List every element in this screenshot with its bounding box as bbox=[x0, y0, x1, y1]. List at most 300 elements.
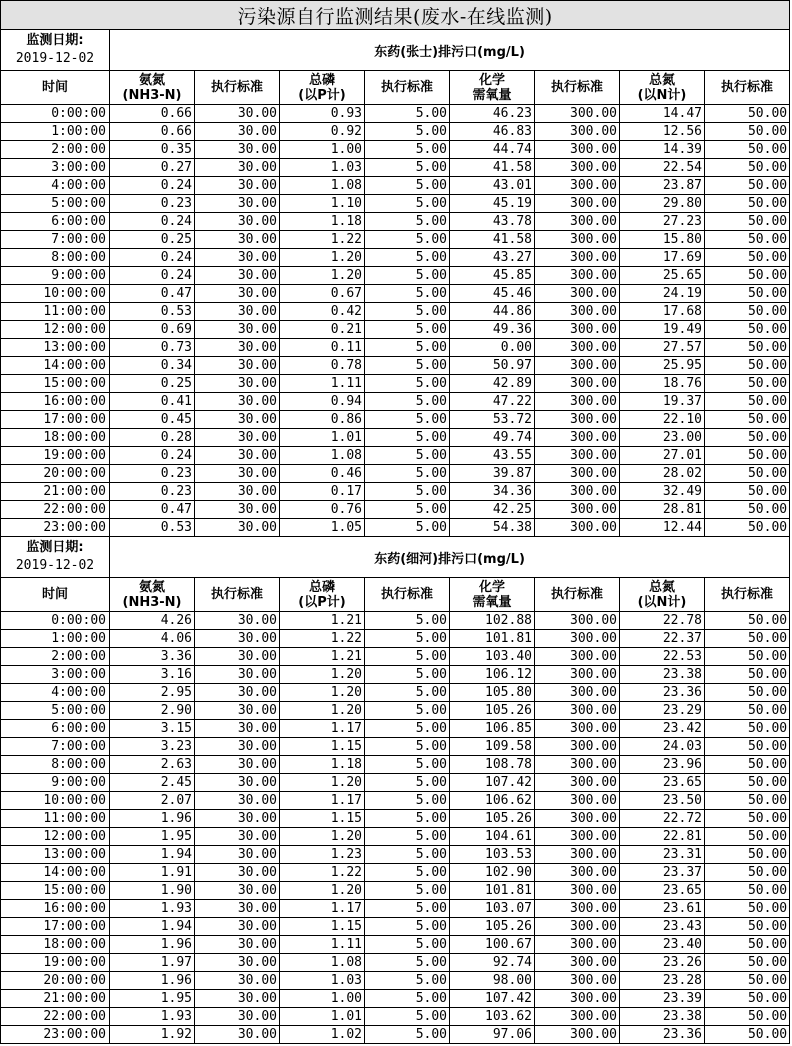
value-cell: 1.15 bbox=[280, 810, 365, 828]
value-cell: 300.00 bbox=[535, 684, 620, 702]
time-cell: 13:00:00 bbox=[1, 846, 110, 864]
value-cell: 0.28 bbox=[110, 429, 195, 447]
value-cell: 5.00 bbox=[365, 1008, 450, 1026]
value-cell: 30.00 bbox=[195, 267, 280, 285]
value-cell: 102.90 bbox=[450, 864, 535, 882]
value-cell: 50.00 bbox=[705, 630, 790, 648]
value-cell: 0.21 bbox=[280, 321, 365, 339]
value-cell: 0.47 bbox=[110, 501, 195, 519]
value-cell: 30.00 bbox=[195, 882, 280, 900]
date-value: 2019-12-02 bbox=[15, 51, 95, 66]
monitoring-date bbox=[1, 30, 110, 71]
value-cell: 300.00 bbox=[535, 648, 620, 666]
column-header-line2: 需氧量 bbox=[472, 87, 512, 103]
value-cell: 1.22 bbox=[280, 630, 365, 648]
time-cell: 6:00:00 bbox=[1, 213, 110, 231]
value-cell: 41.58 bbox=[450, 159, 535, 177]
value-cell: 23.26 bbox=[620, 954, 705, 972]
value-cell: 5.00 bbox=[365, 159, 450, 177]
value-cell: 30.00 bbox=[195, 990, 280, 1008]
table-row bbox=[1, 375, 790, 393]
value-cell: 5.00 bbox=[365, 195, 450, 213]
value-cell: 50.00 bbox=[705, 972, 790, 990]
table-row bbox=[1, 123, 790, 141]
column-header bbox=[620, 71, 705, 105]
table-row bbox=[1, 702, 790, 720]
value-cell: 30.00 bbox=[195, 738, 280, 756]
value-cell: 300.00 bbox=[535, 954, 620, 972]
time-cell: 13:00:00 bbox=[1, 339, 110, 357]
table-row bbox=[1, 972, 790, 990]
value-cell: 1.21 bbox=[280, 648, 365, 666]
value-cell: 5.00 bbox=[365, 447, 450, 465]
value-cell: 5.00 bbox=[365, 123, 450, 141]
value-cell: 5.00 bbox=[365, 702, 450, 720]
value-cell: 300.00 bbox=[535, 792, 620, 810]
value-cell: 50.00 bbox=[705, 666, 790, 684]
time-cell: 3:00:00 bbox=[1, 159, 110, 177]
value-cell: 30.00 bbox=[195, 630, 280, 648]
value-cell: 44.86 bbox=[450, 303, 535, 321]
time-cell: 9:00:00 bbox=[1, 774, 110, 792]
value-cell: 300.00 bbox=[535, 702, 620, 720]
column-header bbox=[620, 578, 705, 612]
value-cell: 0.69 bbox=[110, 321, 195, 339]
value-cell: 50.00 bbox=[705, 702, 790, 720]
value-cell: 1.20 bbox=[280, 828, 365, 846]
value-cell: 17.69 bbox=[620, 249, 705, 267]
value-cell: 30.00 bbox=[195, 972, 280, 990]
value-cell: 30.00 bbox=[195, 864, 280, 882]
value-cell: 50.00 bbox=[705, 321, 790, 339]
value-cell: 0.35 bbox=[110, 141, 195, 159]
value-cell: 0.42 bbox=[280, 303, 365, 321]
value-cell: 1.17 bbox=[280, 900, 365, 918]
value-cell: 300.00 bbox=[535, 213, 620, 231]
table-row bbox=[1, 447, 790, 465]
value-cell: 0.23 bbox=[110, 465, 195, 483]
column-header-line1: 化学 bbox=[478, 72, 505, 88]
value-cell: 5.00 bbox=[365, 720, 450, 738]
time-cell: 8:00:00 bbox=[1, 756, 110, 774]
time-cell: 19:00:00 bbox=[1, 447, 110, 465]
table-row bbox=[1, 429, 790, 447]
time-cell: 18:00:00 bbox=[1, 936, 110, 954]
value-cell: 54.38 bbox=[450, 519, 535, 537]
time-cell: 4:00:00 bbox=[1, 177, 110, 195]
table-row bbox=[1, 630, 790, 648]
value-cell: 5.00 bbox=[365, 213, 450, 231]
value-cell: 22.78 bbox=[620, 612, 705, 630]
value-cell: 22.54 bbox=[620, 159, 705, 177]
value-cell: 18.76 bbox=[620, 375, 705, 393]
time-cell: 14:00:00 bbox=[1, 864, 110, 882]
value-cell: 50.00 bbox=[705, 918, 790, 936]
column-header bbox=[450, 71, 535, 105]
value-cell: 2.07 bbox=[110, 792, 195, 810]
value-cell: 107.42 bbox=[450, 990, 535, 1008]
column-header bbox=[535, 71, 620, 105]
value-cell: 5.00 bbox=[365, 411, 450, 429]
time-cell: 11:00:00 bbox=[1, 810, 110, 828]
value-cell: 2.63 bbox=[110, 756, 195, 774]
value-cell: 0.46 bbox=[280, 465, 365, 483]
value-cell: 50.00 bbox=[705, 195, 790, 213]
value-cell: 30.00 bbox=[195, 792, 280, 810]
value-cell: 1.20 bbox=[280, 666, 365, 684]
date-value: 2019-12-02 bbox=[15, 558, 95, 573]
value-cell: 0.47 bbox=[110, 285, 195, 303]
value-cell: 1.22 bbox=[280, 864, 365, 882]
value-cell: 1.93 bbox=[110, 900, 195, 918]
value-cell: 12.44 bbox=[620, 519, 705, 537]
value-cell: 30.00 bbox=[195, 339, 280, 357]
value-cell: 101.81 bbox=[450, 882, 535, 900]
value-cell: 50.00 bbox=[705, 756, 790, 774]
value-cell: 5.00 bbox=[365, 231, 450, 249]
value-cell: 50.00 bbox=[705, 792, 790, 810]
value-cell: 23.37 bbox=[620, 864, 705, 882]
value-cell: 3.16 bbox=[110, 666, 195, 684]
table-row bbox=[1, 285, 790, 303]
time-cell: 17:00:00 bbox=[1, 411, 110, 429]
value-cell: 30.00 bbox=[195, 1008, 280, 1026]
value-cell: 0.23 bbox=[110, 483, 195, 501]
table-row bbox=[1, 918, 790, 936]
value-cell: 1.03 bbox=[280, 972, 365, 990]
time-cell: 12:00:00 bbox=[1, 828, 110, 846]
value-cell: 42.89 bbox=[450, 375, 535, 393]
time-cell: 21:00:00 bbox=[1, 483, 110, 501]
value-cell: 23.65 bbox=[620, 774, 705, 792]
column-header-line2: (以N计) bbox=[637, 594, 687, 610]
column-header-line1: 执行标准 bbox=[721, 587, 774, 602]
value-cell: 5.00 bbox=[365, 792, 450, 810]
table-row bbox=[1, 612, 790, 630]
value-cell: 300.00 bbox=[535, 447, 620, 465]
time-cell: 19:00:00 bbox=[1, 954, 110, 972]
value-cell: 50.00 bbox=[705, 810, 790, 828]
value-cell: 300.00 bbox=[535, 882, 620, 900]
column-header-line1: 执行标准 bbox=[380, 80, 433, 95]
value-cell: 1.20 bbox=[280, 684, 365, 702]
value-cell: 1.11 bbox=[280, 375, 365, 393]
column-header-row bbox=[1, 71, 790, 105]
column-header bbox=[280, 71, 365, 105]
value-cell: 50.00 bbox=[705, 720, 790, 738]
value-cell: 2.95 bbox=[110, 684, 195, 702]
value-cell: 4.26 bbox=[110, 612, 195, 630]
time-cell: 2:00:00 bbox=[1, 141, 110, 159]
value-cell: 300.00 bbox=[535, 393, 620, 411]
value-cell: 106.12 bbox=[450, 666, 535, 684]
value-cell: 1.95 bbox=[110, 828, 195, 846]
column-header bbox=[365, 71, 450, 105]
value-cell: 1.15 bbox=[280, 918, 365, 936]
value-cell: 1.15 bbox=[280, 738, 365, 756]
value-cell: 1.20 bbox=[280, 249, 365, 267]
value-cell: 44.74 bbox=[450, 141, 535, 159]
time-cell: 10:00:00 bbox=[1, 792, 110, 810]
table-row bbox=[1, 990, 790, 1008]
value-cell: 1.94 bbox=[110, 918, 195, 936]
value-cell: 50.00 bbox=[705, 159, 790, 177]
table-row bbox=[1, 105, 790, 123]
value-cell: 3.36 bbox=[110, 648, 195, 666]
value-cell: 50.00 bbox=[705, 105, 790, 123]
time-cell: 5:00:00 bbox=[1, 195, 110, 213]
column-header-line2: (NH3-N) bbox=[122, 87, 182, 103]
column-header bbox=[110, 578, 195, 612]
value-cell: 300.00 bbox=[535, 720, 620, 738]
column-header-line2: (NH3-N) bbox=[122, 594, 182, 610]
value-cell: 30.00 bbox=[195, 105, 280, 123]
table-row bbox=[1, 303, 790, 321]
value-cell: 300.00 bbox=[535, 936, 620, 954]
value-cell: 107.42 bbox=[450, 774, 535, 792]
value-cell: 0.53 bbox=[110, 303, 195, 321]
value-cell: 5.00 bbox=[365, 321, 450, 339]
table-row bbox=[1, 159, 790, 177]
value-cell: 50.00 bbox=[705, 846, 790, 864]
value-cell: 1.96 bbox=[110, 972, 195, 990]
value-cell: 5.00 bbox=[365, 429, 450, 447]
time-cell: 15:00:00 bbox=[1, 375, 110, 393]
table-row bbox=[1, 882, 790, 900]
value-cell: 14.39 bbox=[620, 141, 705, 159]
table-row bbox=[1, 213, 790, 231]
value-cell: 5.00 bbox=[365, 756, 450, 774]
value-cell: 5.00 bbox=[365, 666, 450, 684]
value-cell: 300.00 bbox=[535, 177, 620, 195]
value-cell: 5.00 bbox=[365, 918, 450, 936]
value-cell: 1.08 bbox=[280, 954, 365, 972]
value-cell: 5.00 bbox=[365, 375, 450, 393]
value-cell: 50.00 bbox=[705, 141, 790, 159]
value-cell: 300.00 bbox=[535, 918, 620, 936]
value-cell: 14.47 bbox=[620, 105, 705, 123]
value-cell: 30.00 bbox=[195, 195, 280, 213]
value-cell: 30.00 bbox=[195, 954, 280, 972]
time-cell: 20:00:00 bbox=[1, 465, 110, 483]
value-cell: 50.00 bbox=[705, 990, 790, 1008]
time-cell: 1:00:00 bbox=[1, 630, 110, 648]
value-cell: 0.23 bbox=[110, 195, 195, 213]
value-cell: 1.11 bbox=[280, 936, 365, 954]
value-cell: 0.24 bbox=[110, 249, 195, 267]
value-cell: 22.53 bbox=[620, 648, 705, 666]
value-cell: 30.00 bbox=[195, 648, 280, 666]
value-cell: 0.45 bbox=[110, 411, 195, 429]
value-cell: 103.07 bbox=[450, 900, 535, 918]
value-cell: 30.00 bbox=[195, 141, 280, 159]
value-cell: 106.62 bbox=[450, 792, 535, 810]
value-cell: 30.00 bbox=[195, 666, 280, 684]
value-cell: 23.39 bbox=[620, 990, 705, 1008]
value-cell: 30.00 bbox=[195, 936, 280, 954]
value-cell: 0.93 bbox=[280, 105, 365, 123]
value-cell: 30.00 bbox=[195, 702, 280, 720]
value-cell: 300.00 bbox=[535, 339, 620, 357]
table-row bbox=[1, 393, 790, 411]
value-cell: 5.00 bbox=[365, 177, 450, 195]
table-row bbox=[1, 483, 790, 501]
table-row bbox=[1, 357, 790, 375]
column-header-line1: 化学 bbox=[478, 579, 505, 595]
value-cell: 30.00 bbox=[195, 411, 280, 429]
value-cell: 300.00 bbox=[535, 501, 620, 519]
value-cell: 50.00 bbox=[705, 684, 790, 702]
time-cell: 16:00:00 bbox=[1, 393, 110, 411]
table-row bbox=[1, 321, 790, 339]
value-cell: 0.67 bbox=[280, 285, 365, 303]
value-cell: 0.25 bbox=[110, 375, 195, 393]
value-cell: 30.00 bbox=[195, 519, 280, 537]
value-cell: 0.66 bbox=[110, 123, 195, 141]
value-cell: 1.97 bbox=[110, 954, 195, 972]
value-cell: 300.00 bbox=[535, 429, 620, 447]
value-cell: 23.00 bbox=[620, 429, 705, 447]
table-row bbox=[1, 936, 790, 954]
time-cell: 15:00:00 bbox=[1, 882, 110, 900]
value-cell: 300.00 bbox=[535, 285, 620, 303]
time-cell: 1:00:00 bbox=[1, 123, 110, 141]
value-cell: 5.00 bbox=[365, 483, 450, 501]
value-cell: 23.38 bbox=[620, 1008, 705, 1026]
value-cell: 105.26 bbox=[450, 702, 535, 720]
value-cell: 0.24 bbox=[110, 267, 195, 285]
value-cell: 5.00 bbox=[365, 141, 450, 159]
column-header-line1: 执行标准 bbox=[550, 80, 603, 95]
time-cell: 12:00:00 bbox=[1, 321, 110, 339]
table-row bbox=[1, 792, 790, 810]
column-header-line1: 氨氮 bbox=[138, 72, 165, 88]
value-cell: 50.00 bbox=[705, 303, 790, 321]
value-cell: 30.00 bbox=[195, 828, 280, 846]
table-row bbox=[1, 666, 790, 684]
value-cell: 5.00 bbox=[365, 954, 450, 972]
value-cell: 1.08 bbox=[280, 177, 365, 195]
value-cell: 30.00 bbox=[195, 357, 280, 375]
time-cell: 8:00:00 bbox=[1, 249, 110, 267]
value-cell: 30.00 bbox=[195, 231, 280, 249]
time-cell: 17:00:00 bbox=[1, 918, 110, 936]
value-cell: 1.03 bbox=[280, 159, 365, 177]
value-cell: 29.80 bbox=[620, 195, 705, 213]
monitoring-date bbox=[1, 537, 110, 578]
value-cell: 5.00 bbox=[365, 972, 450, 990]
value-cell: 23.36 bbox=[620, 684, 705, 702]
value-cell: 1.90 bbox=[110, 882, 195, 900]
table-row bbox=[1, 648, 790, 666]
time-cell: 20:00:00 bbox=[1, 972, 110, 990]
value-cell: 50.00 bbox=[705, 1026, 790, 1044]
value-cell: 22.72 bbox=[620, 810, 705, 828]
value-cell: 5.00 bbox=[365, 648, 450, 666]
value-cell: 23.42 bbox=[620, 720, 705, 738]
value-cell: 50.00 bbox=[705, 231, 790, 249]
value-cell: 50.00 bbox=[705, 447, 790, 465]
value-cell: 300.00 bbox=[535, 1008, 620, 1026]
value-cell: 1.94 bbox=[110, 846, 195, 864]
table-row bbox=[1, 195, 790, 213]
value-cell: 5.00 bbox=[365, 519, 450, 537]
value-cell: 28.02 bbox=[620, 465, 705, 483]
value-cell: 50.00 bbox=[705, 429, 790, 447]
column-header-line1: 时间 bbox=[41, 80, 68, 95]
value-cell: 50.00 bbox=[705, 267, 790, 285]
value-cell: 30.00 bbox=[195, 429, 280, 447]
value-cell: 50.00 bbox=[705, 285, 790, 303]
value-cell: 2.90 bbox=[110, 702, 195, 720]
value-cell: 98.00 bbox=[450, 972, 535, 990]
value-cell: 100.67 bbox=[450, 936, 535, 954]
value-cell: 0.73 bbox=[110, 339, 195, 357]
value-cell: 109.58 bbox=[450, 738, 535, 756]
value-cell: 300.00 bbox=[535, 630, 620, 648]
value-cell: 5.00 bbox=[365, 684, 450, 702]
value-cell: 30.00 bbox=[195, 1026, 280, 1044]
value-cell: 5.00 bbox=[365, 303, 450, 321]
value-cell: 30.00 bbox=[195, 612, 280, 630]
value-cell: 3.15 bbox=[110, 720, 195, 738]
column-header bbox=[535, 578, 620, 612]
value-cell: 50.00 bbox=[705, 357, 790, 375]
column-header-line1: 总磷 bbox=[308, 579, 335, 595]
table-row bbox=[1, 864, 790, 882]
column-header-line2: (以P计) bbox=[298, 87, 346, 103]
value-cell: 23.43 bbox=[620, 918, 705, 936]
value-cell: 50.00 bbox=[705, 648, 790, 666]
time-cell: 7:00:00 bbox=[1, 738, 110, 756]
value-cell: 27.57 bbox=[620, 339, 705, 357]
value-cell: 27.01 bbox=[620, 447, 705, 465]
value-cell: 5.00 bbox=[365, 990, 450, 1008]
column-header-line2: (以P计) bbox=[298, 594, 346, 610]
value-cell: 5.00 bbox=[365, 810, 450, 828]
column-header bbox=[365, 578, 450, 612]
value-cell: 23.50 bbox=[620, 792, 705, 810]
value-cell: 1.18 bbox=[280, 756, 365, 774]
value-cell: 30.00 bbox=[195, 501, 280, 519]
value-cell: 50.00 bbox=[705, 882, 790, 900]
value-cell: 45.85 bbox=[450, 267, 535, 285]
time-cell: 4:00:00 bbox=[1, 684, 110, 702]
column-header bbox=[705, 71, 790, 105]
column-header-line1: 执行标准 bbox=[550, 587, 603, 602]
value-cell: 0.17 bbox=[280, 483, 365, 501]
value-cell: 50.00 bbox=[705, 339, 790, 357]
value-cell: 1.08 bbox=[280, 447, 365, 465]
value-cell: 1.00 bbox=[280, 141, 365, 159]
value-cell: 24.19 bbox=[620, 285, 705, 303]
value-cell: 43.01 bbox=[450, 177, 535, 195]
value-cell: 50.00 bbox=[705, 375, 790, 393]
table-row bbox=[1, 267, 790, 285]
time-cell: 2:00:00 bbox=[1, 648, 110, 666]
value-cell: 5.00 bbox=[365, 1026, 450, 1044]
value-cell: 27.23 bbox=[620, 213, 705, 231]
value-cell: 1.92 bbox=[110, 1026, 195, 1044]
value-cell: 5.00 bbox=[365, 339, 450, 357]
value-cell: 0.24 bbox=[110, 213, 195, 231]
value-cell: 300.00 bbox=[535, 195, 620, 213]
value-cell: 300.00 bbox=[535, 900, 620, 918]
value-cell: 50.00 bbox=[705, 249, 790, 267]
time-cell: 0:00:00 bbox=[1, 105, 110, 123]
value-cell: 1.96 bbox=[110, 810, 195, 828]
table-row bbox=[1, 465, 790, 483]
